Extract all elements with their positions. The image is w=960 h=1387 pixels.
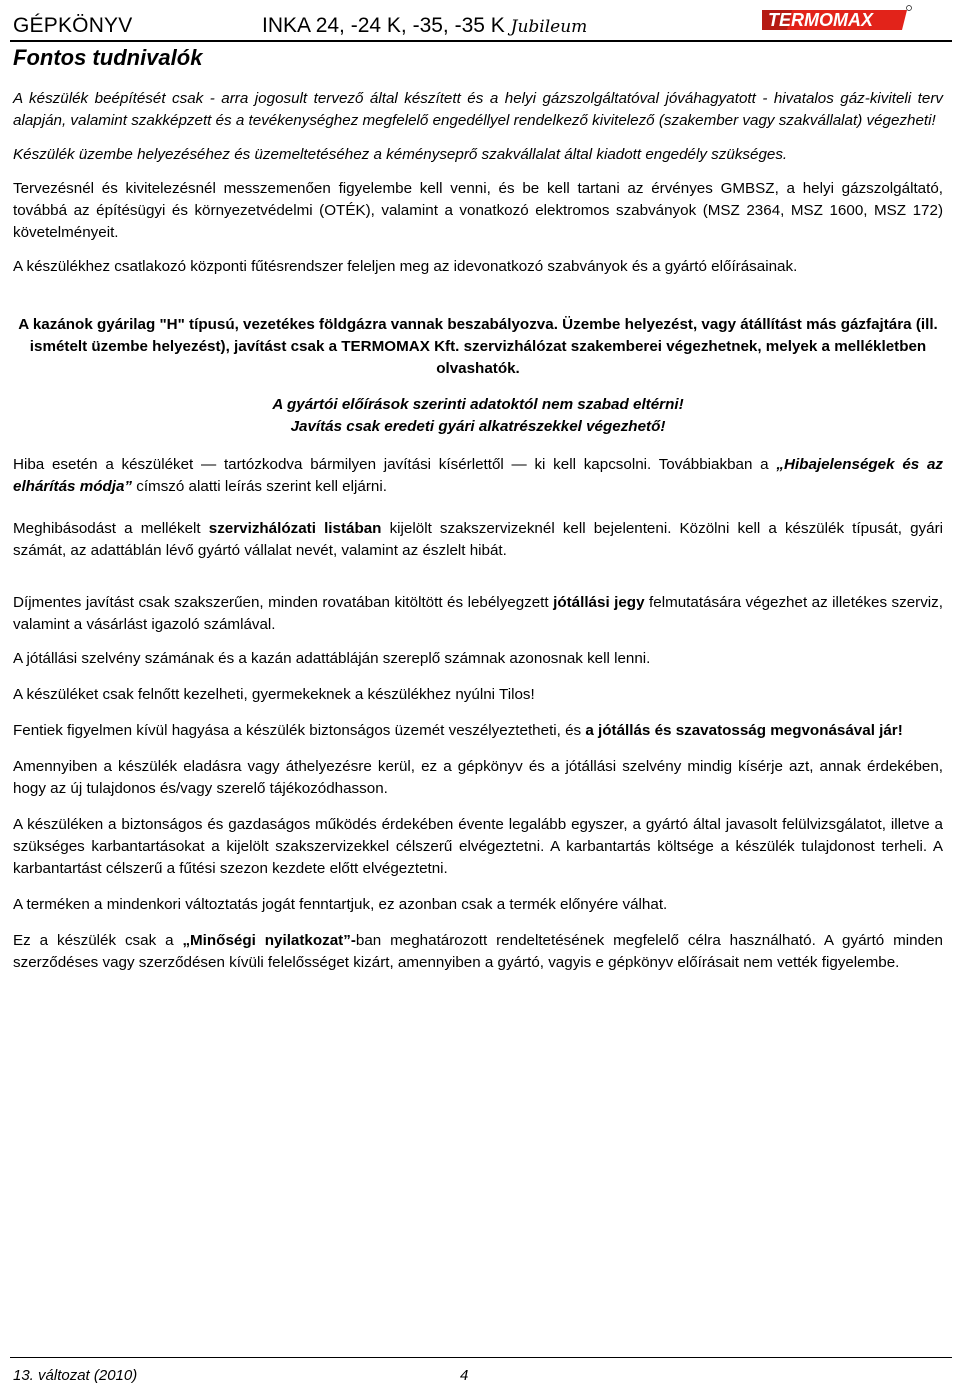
paragraph-design-standards: Tervezésnél és kivitelezésnél messzemenően figyelembe kell venni, és be kell tartani az érvényes GMBSZ, a helyi gázszolgáltató, továbbá az építésügyi és környezetvédelmi (OTÉK), valamint a vonatkozó elektromos szabványok (MSZ 2364, MSZ 1600, MSZ 172) követelményeit. — [13, 180, 943, 241]
fault-section-ref: „Hibajelenségek és az elhárítás módja” — [13, 456, 943, 495]
page-number: 4 — [460, 1367, 469, 1384]
paragraph-chimney-permit: Készülék üzembe helyezéséhez és üzemeltetéséhez a kéményseprő szakvállalat által kiadott engedély szükséges. — [13, 146, 788, 163]
paragraph-maintenance: A készüléken a biztonságos és gazdaságos működés érdekében évente legalább egyszer, a gyártó által javasolt felülvizsgálatot, illetve a szükséges karbantartásokat a kijelölt szakszervizekkel célszerű elvégeztetni. A karbantartás költsége a készülék tulajdonost terheli. A karbantartást célszerű a fűtési szezon kezdete előtt elvégeztetni. — [13, 816, 943, 877]
page-title: Fontos tudnivalók — [13, 45, 203, 70]
paragraph-intended-use: Ez a készülék csak a „Minőségi nyilatkozat”-ban meghatározott rendeltetésének megfelelő célra használható. A gyártó minden szerződéses vagy szerződésen kívüli felelősséget kizárt, amennyiben a gyártó, vagyis e gépkönyv előírásait nem vették figyelembe. — [13, 932, 943, 971]
page-header — [0, 0, 960, 46]
paragraph-serial-match: A jótállási szelvény számának és a kazán adattábláján szereplő számnak azonosnak kell lenni. — [13, 650, 651, 667]
warning-original-parts: Javítás csak eredeti gyári alkatrészekkel végezhető! — [290, 418, 666, 435]
version-label: 13. változat (2010) — [13, 1367, 138, 1384]
page-footer — [10, 1357, 952, 1384]
doc-type-label: GÉPKÖNYV — [13, 14, 133, 37]
paragraph-heating-system: A készülékhez csatlakozó központi fűtésrendszer feleljen meg az idevonatkozó szabványok és a gyártó előírásainak. — [13, 258, 798, 275]
warranty-card-ref: jótállási jegy — [553, 594, 645, 611]
logo-wordmark: TERMOMAX — [768, 10, 873, 30]
warning-no-deviation: A gyártói előírások szerinti adatoktól nem szabad eltérni! — [272, 396, 684, 413]
quality-declaration-ref: „Minőségi nyilatkozat”- — [182, 932, 356, 949]
paragraph-resale: Amennyiben a készülék eladásra vagy áthelyezésre kerül, ez a gépkönyv és a jótállási szelvény mindig kísérje azt, annak érdekében, hogy az új tulajdonos és/vagy szerelő tájékozódhasson. — [13, 758, 943, 797]
model-suffix: Jubileum — [510, 17, 588, 37]
document-body — [13, 88, 943, 974]
termomax-logo — [762, 4, 912, 34]
paragraph-change-rights: A terméken a mindenkori változtatás jogát fenntartjuk, ez azonban csak a termék előnyére válhat. — [13, 896, 668, 913]
paragraph-free-repair: Díjmentes javítást csak szakszerűen, minden rovatában kitöltött és lebélyegzett jótállási jegy felmutatására végezhet az illetékes szerviz, valamint a vásárlást igazoló számlával. — [13, 594, 943, 633]
warranty-loss-emphasis: a jótállás és szavatosság megvonásával jár! — [585, 722, 903, 739]
model-name: INKA 24, -24 K, -35, -35 K — [262, 14, 505, 37]
paragraph-adult-only: A készüléket csak felnőtt kezelheti, gyermekeknek a készülékhez nyúlni Tilos! — [13, 686, 535, 703]
model-label — [262, 14, 587, 38]
paragraph-fault-handling: Hiba esetén a készüléket — tartózkodva bármilyen javítási kísérlettől — ki kell kapcsolni. Továbbiakban a „Hibajelenségek és az elhárítás módja” címszó alatti leírás szerint kell eljárni. — [13, 456, 943, 495]
paragraph-gas-type-notice: A kazánok gyárilag "H" típusú, vezetékes földgázra vannak beszabályozva. Üzembe helyezést, vagy átállítást más gázfajtára (ill. ismételt üzembe helyezést), javítást csak a TERMOMAX Kft. szervizhálózat szakemberei végezhetnek, melyek a mellékletben olvashatók. — [18, 316, 938, 377]
paragraph-warranty-loss: Fentiek figyelmen kívül hagyása a készülék biztonságos üzemét veszélyeztetheti, és a jótállás és szavatosság megvonásával jár! — [13, 722, 903, 739]
header-rule — [10, 40, 952, 42]
paragraph-fault-reporting: Meghibásodást a mellékelt szervizhálózati listában kijelölt szakszervizeknél kell bejelenteni. Közölni kell a készülék típusát, gyári számát, az adattáblán lévő gyártó vállalat nevét, valamint az észlelt hibát. — [13, 520, 944, 559]
footer-rule — [10, 1357, 952, 1358]
service-list-ref: szervizhálózati listában — [208, 520, 382, 537]
paragraph-installation: A készülék beépítését csak - arra jogosult tervező által készített és a helyi gázszolgáltatóval jóváhagyatott - hivatalos gáz-kiviteli terv alapján, valamint szakképzett és a tevékenységhez megfelelő engedéllyel rendelkező kivitelező (szakember vagy szakvállalat) végezheti! — [13, 90, 943, 129]
